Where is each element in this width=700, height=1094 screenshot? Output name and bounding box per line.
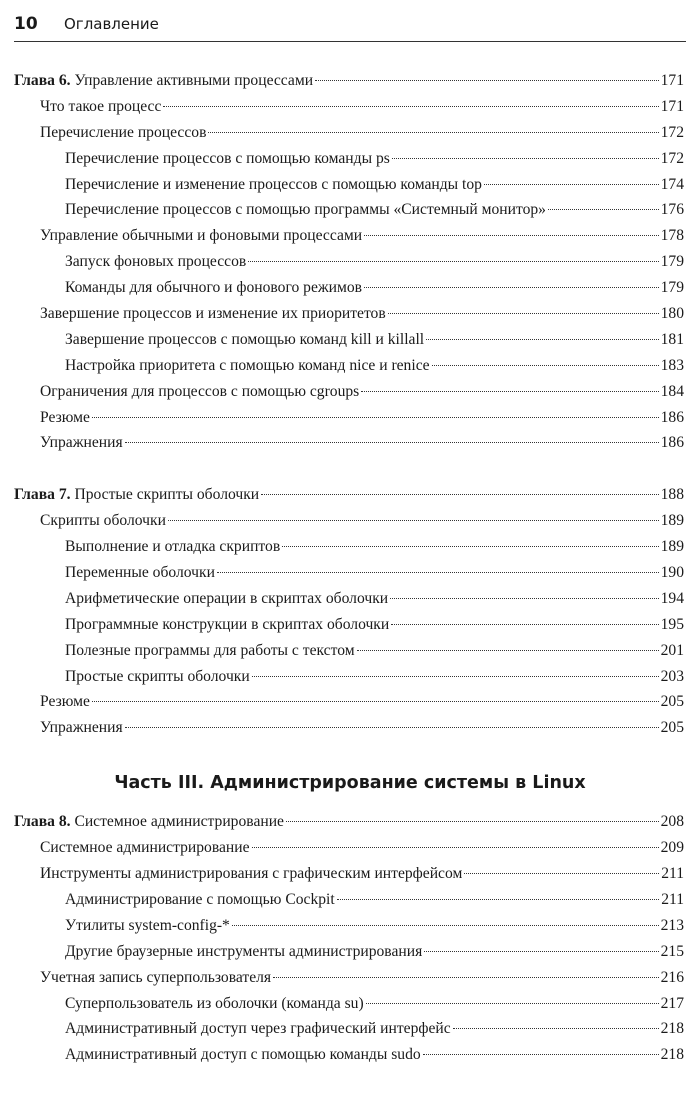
page-ref: 171 — [660, 72, 684, 89]
page-ref: 179 — [660, 253, 684, 271]
chapter-6-heading[interactable] — [0, 68, 700, 94]
page-ref: 188 — [660, 486, 684, 504]
page-ref: 181 — [660, 330, 684, 348]
page-ref: 189 — [660, 512, 684, 530]
dot-leader — [125, 727, 659, 728]
toc-entry[interactable] — [0, 664, 700, 690]
toc-entry[interactable] — [0, 94, 700, 120]
toc-entry[interactable] — [0, 534, 700, 560]
part-heading: Часть III. Администрирование системы в Linux — [114, 773, 586, 794]
page-ref: 186 — [660, 434, 684, 452]
chapter-title: Системное администрирование — [74, 813, 284, 831]
toc-entry[interactable] — [0, 939, 700, 965]
page-ref: 180 — [660, 305, 684, 323]
page-ref: 201 — [660, 641, 684, 659]
dot-leader — [426, 339, 658, 340]
dot-leader — [361, 391, 658, 392]
chapter-label: Глава 7. — [14, 486, 71, 504]
entry-title: Выполнение и отладка скриптов — [65, 538, 281, 556]
toc-entry[interactable] — [0, 1016, 700, 1042]
entry-title: Перечисление процессов — [40, 123, 207, 141]
dot-leader — [252, 847, 659, 848]
dot-leader — [484, 184, 659, 185]
toc-entry[interactable] — [0, 275, 700, 301]
dot-leader — [364, 287, 659, 288]
chapter-6 — [0, 68, 700, 456]
page-header — [0, 10, 700, 40]
toc-entry[interactable] — [0, 508, 700, 534]
entry-title: Переменные оболочки — [65, 564, 215, 582]
chapter-8-heading[interactable] — [0, 809, 700, 835]
toc-entry[interactable] — [0, 249, 700, 275]
chapter-8 — [0, 809, 700, 1068]
dot-leader — [217, 572, 659, 573]
toc-entry[interactable] — [0, 301, 700, 327]
dot-leader — [92, 701, 659, 702]
toc-entry[interactable] — [0, 353, 700, 379]
entry-title: Простые скрипты оболочки — [65, 667, 250, 685]
entry-title: Полезные программы для работы с текстом — [65, 641, 355, 659]
toc-entry[interactable] — [0, 223, 700, 249]
entry-title: Перечисление процессов с помощью команды ps — [65, 149, 390, 167]
running-title: Оглавление — [64, 15, 159, 33]
page-ref: 203 — [660, 667, 684, 685]
entry-title: Настройка приоритета с помощью команд nice и renice — [65, 356, 430, 374]
page-ref: 211 — [661, 865, 684, 883]
entry-title: Учетная запись суперпользователя — [40, 968, 272, 986]
page-ref: 195 — [660, 615, 684, 633]
page-ref: 217 — [660, 994, 684, 1012]
page-ref: 184 — [660, 382, 684, 400]
dot-leader — [548, 209, 659, 210]
chapter-title: Управление активными процессами — [74, 72, 314, 89]
entry-title: Упражнения — [40, 719, 123, 737]
dot-leader — [168, 520, 659, 521]
dot-leader — [163, 106, 658, 107]
entry-title: Программные конструкции в скриптах оболочки — [65, 615, 390, 633]
dot-leader — [208, 132, 658, 133]
entry-title: Арифметические операции в скриптах оболочки — [65, 589, 389, 607]
page-ref: 171 — [660, 97, 684, 115]
dot-leader — [390, 598, 658, 599]
toc-entry[interactable] — [0, 638, 700, 664]
entry-title: Запуск фоновых процессов — [65, 253, 247, 271]
dot-leader — [273, 977, 659, 978]
entry-title: Что такое процесс — [40, 97, 162, 115]
dot-leader — [282, 546, 658, 547]
toc-entry[interactable] — [0, 146, 700, 172]
dot-leader — [432, 365, 659, 366]
page-ref: 205 — [660, 693, 684, 711]
page-ref: 179 — [660, 279, 684, 297]
dot-leader — [248, 261, 658, 262]
table-of-contents — [0, 68, 700, 1094]
page-ref: 213 — [660, 916, 684, 934]
toc-entry[interactable] — [0, 586, 700, 612]
chapter-7 — [0, 482, 700, 741]
dot-leader — [125, 442, 659, 443]
page-number: 10 — [14, 14, 38, 34]
header-divider — [14, 41, 686, 42]
dot-leader — [261, 494, 658, 495]
page-ref: 205 — [660, 719, 684, 737]
page-ref: 194 — [660, 589, 684, 607]
toc-entry[interactable] — [0, 887, 700, 913]
toc-entry[interactable] — [0, 197, 700, 223]
entry-title: Системное администрирование — [40, 839, 250, 857]
toc-entry[interactable] — [0, 715, 700, 741]
entry-title: Перечисление и изменение процессов с помощью команды top — [65, 175, 482, 193]
toc-entry[interactable] — [0, 965, 700, 991]
entry-title: Скрипты оболочки — [40, 512, 166, 530]
entry-title: Команды для обычного и фонового режимов — [65, 279, 363, 297]
chapter-label: Глава 8. — [14, 813, 71, 831]
toc-entry[interactable] — [0, 835, 700, 861]
page-ref: 186 — [660, 408, 684, 426]
dot-leader — [364, 235, 659, 236]
toc-entry[interactable] — [0, 1042, 700, 1068]
page-ref: 190 — [660, 564, 684, 582]
entry-title: Упражнения — [40, 434, 123, 452]
entry-title: Административный доступ через графический интерфейс — [65, 1020, 451, 1038]
toc-entry[interactable] — [0, 172, 700, 198]
dot-leader — [392, 158, 659, 159]
toc-entry[interactable] — [0, 689, 700, 715]
page-ref: 178 — [660, 227, 684, 245]
dot-leader — [286, 821, 659, 822]
dot-leader — [366, 1003, 659, 1004]
page-ref: 172 — [660, 149, 684, 167]
dot-leader — [391, 624, 658, 625]
page-ref: 216 — [660, 968, 684, 986]
dot-leader — [453, 1028, 659, 1029]
dot-leader — [252, 676, 659, 677]
entry-title: Завершение процессов и изменение их приоритетов — [40, 305, 386, 323]
entry-title: Перечисление процессов с помощью программы «Системный монитор» — [65, 201, 546, 219]
page-ref: 208 — [660, 813, 684, 831]
entry-title: Административный доступ с помощью команды sudo — [65, 1046, 421, 1064]
toc-entry[interactable] — [0, 327, 700, 353]
entry-title: Завершение процессов с помощью команд kill и killall — [65, 330, 425, 348]
page-ref: 215 — [660, 942, 684, 960]
toc-entry[interactable] — [0, 991, 700, 1017]
toc-entry[interactable] — [0, 560, 700, 586]
toc-entry[interactable] — [0, 379, 700, 405]
toc-entry[interactable] — [0, 913, 700, 939]
toc-entry[interactable] — [0, 861, 700, 887]
dot-leader — [357, 650, 659, 651]
toc-entry[interactable] — [0, 430, 700, 456]
chapter-7-heading[interactable] — [0, 482, 700, 508]
page-ref: 176 — [660, 201, 684, 219]
dot-leader — [232, 925, 659, 926]
dot-leader — [424, 951, 658, 952]
page-ref: 172 — [660, 123, 684, 141]
page-ref: 174 — [660, 175, 684, 193]
page-ref: 218 — [660, 1020, 684, 1038]
entry-title: Инструменты администрирования с графическим интерфейсом — [40, 865, 463, 883]
entry-title: Утилиты system-config-* — [65, 916, 230, 934]
dot-leader — [464, 873, 659, 874]
page-ref: 211 — [661, 890, 684, 908]
entry-title: Резюме — [40, 408, 90, 426]
page-ref: 209 — [660, 839, 684, 857]
toc-entry[interactable] — [0, 405, 700, 431]
entry-title: Резюме — [40, 693, 90, 711]
page-ref: 218 — [660, 1046, 684, 1064]
dot-leader — [423, 1054, 659, 1055]
dot-leader — [315, 80, 659, 81]
entry-title: Администрирование с помощью Cockpit — [65, 890, 335, 908]
entry-title: Ограничения для процессов с помощью cgroups — [40, 382, 360, 400]
page-ref: 189 — [660, 538, 684, 556]
page-ref: 183 — [660, 356, 684, 374]
entry-title: Другие браузерные инструменты администрирования — [65, 942, 423, 960]
dot-leader — [337, 899, 659, 900]
chapter-label: Глава 6. — [14, 72, 71, 89]
entry-title: Суперпользователь из оболочки (команда su) — [65, 994, 364, 1012]
entry-title: Управление обычными и фоновыми процессами — [40, 227, 363, 245]
toc-entry[interactable] — [0, 612, 700, 638]
dot-leader — [388, 313, 659, 314]
chapter-title: Простые скрипты оболочки — [74, 486, 260, 504]
toc-entry[interactable] — [0, 120, 700, 146]
dot-leader — [92, 417, 659, 418]
